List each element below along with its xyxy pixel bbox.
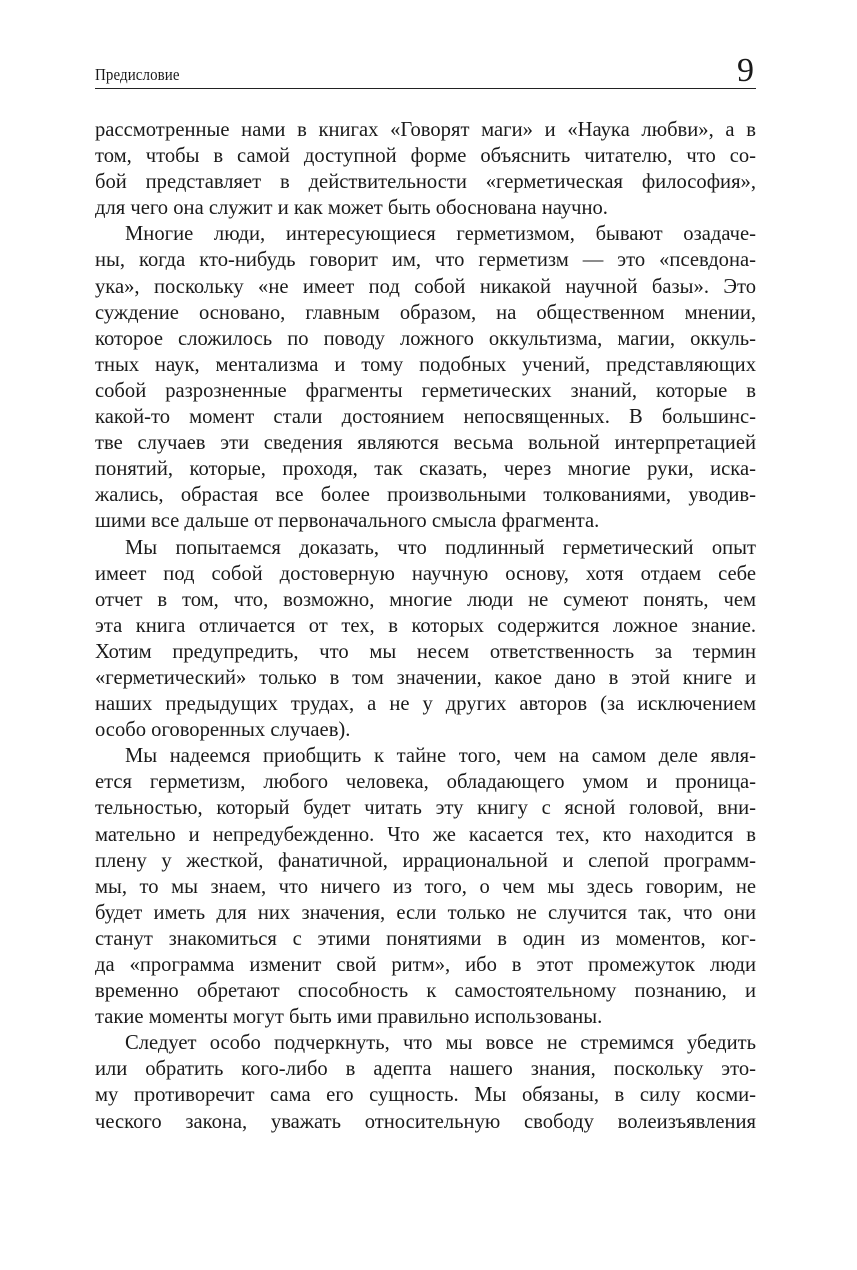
text-line: плену у жесткой, фанатичной, иррациональной и слепой программ- (95, 849, 756, 872)
paragraph (95, 117, 756, 221)
text-line: ется герметизм, любого человека, обладающего умом и проница- (95, 771, 756, 794)
body-text (95, 117, 756, 1135)
text-line: для чего она служит и как может быть обоснована научно. (95, 197, 608, 220)
text-line: том, чтобы в самой доступной форме объяснить читателю, что со- (95, 145, 756, 168)
page-header (95, 52, 756, 89)
text-line: или обратить кого-либо в адепта нашего знания, поскольку это- (95, 1058, 756, 1081)
page-number: 9 (737, 52, 754, 89)
paragraph (95, 535, 756, 744)
text-line: собой разрозненные фрагменты герметических знаний, которые в (95, 379, 756, 402)
text-line: рассмотренные нами в книгах «Говорят маги» и «Наука любви», а в (95, 119, 756, 141)
text-line: станут знакомиться с этими понятиями в один из моментов, ког- (95, 927, 756, 950)
text-line: Многие люди, интересующиеся герметизмом, бывают озадаче- (125, 223, 756, 246)
text-line: жались, обрастая все более произвольными толкованиями, уводив- (95, 484, 756, 507)
text-line: ческого закона, уважать относительную свободу волеизъявления (95, 1110, 756, 1133)
text-line: Хотим предупредить, что мы несем ответственность за термин (95, 640, 756, 663)
text-line: которое сложилось по поводу ложного оккультизма, магии, оккуль- (95, 327, 756, 350)
text-line: ны, когда кто-нибудь говорит им, что герметизм — это «псевдона- (95, 249, 756, 272)
text-line: отчет в том, что, возможно, многие люди не сумеют понять, чем (95, 588, 756, 611)
text-line: «герметический» только в том значении, какое дано в этой книге и (95, 666, 756, 689)
text-line: тных наук, ментализма и тому подобных учений, представляющих (95, 353, 756, 376)
text-line: Мы попытаемся доказать, что подлинный герметический опыт (125, 536, 756, 559)
text-line: наших предыдущих трудах, а не у других авторов (за исключением (95, 693, 756, 716)
text-line: особо оговоренных случаев). (95, 719, 351, 742)
text-line: Мы надеемся приобщить к тайне того, чем на самом деле явля- (125, 745, 756, 768)
text-line: временно обретают способность к самостоятельному познанию, и (95, 980, 756, 1003)
text-line: будет иметь для них значения, если только не случится так, что они (95, 901, 756, 924)
text-line: суждение основано, главным образом, на общественном мнении, (95, 301, 756, 324)
text-line: Следует особо подчеркнуть, что мы вовсе не стремимся убедить (125, 1032, 756, 1055)
text-line: шими все дальше от первоначального смысла фрагмента. (95, 510, 600, 533)
text-line: бой представляет в действительности «герметическая философия», (95, 171, 756, 194)
paragraph (95, 743, 756, 1030)
text-line: да «программа изменит свой ритм», ибо в этот промежуток люди (95, 954, 756, 976)
text-line: мательно и непредубежденно. Что же касается тех, кто находится в (95, 823, 756, 846)
text-line: тельностью, который будет читать эту книгу с ясной головой, вни- (95, 797, 756, 820)
text-line: понятий, которые, проходя, так сказать, через многие руки, иска- (95, 458, 756, 481)
running-title: Предисловие (95, 65, 180, 84)
text-line: му противоречит сама его сущность. Мы обязаны, в силу косми- (95, 1084, 756, 1107)
text-line: какой-то момент стали достоянием непосвященных. В большинс- (95, 406, 756, 429)
text-line: тве случаев эти сведения являются весьма вольной интерпретацией (95, 432, 756, 455)
text-line: такие моменты могут быть ими правильно использованы. (95, 1006, 603, 1029)
text-line: эта книга отличается от тех, в которых содержится ложное знание. (95, 614, 756, 637)
text-line: имеет под собой достоверную научную основу, хотя отдаем себе (95, 562, 756, 585)
text-line: мы, то мы знаем, что ничего из того, о чем мы здесь говорим, не (95, 875, 756, 898)
text-line: ука», поскольку «не имеет под собой никакой научной базы». Это (95, 275, 756, 298)
paragraph (95, 1030, 756, 1134)
paragraph (95, 221, 756, 534)
